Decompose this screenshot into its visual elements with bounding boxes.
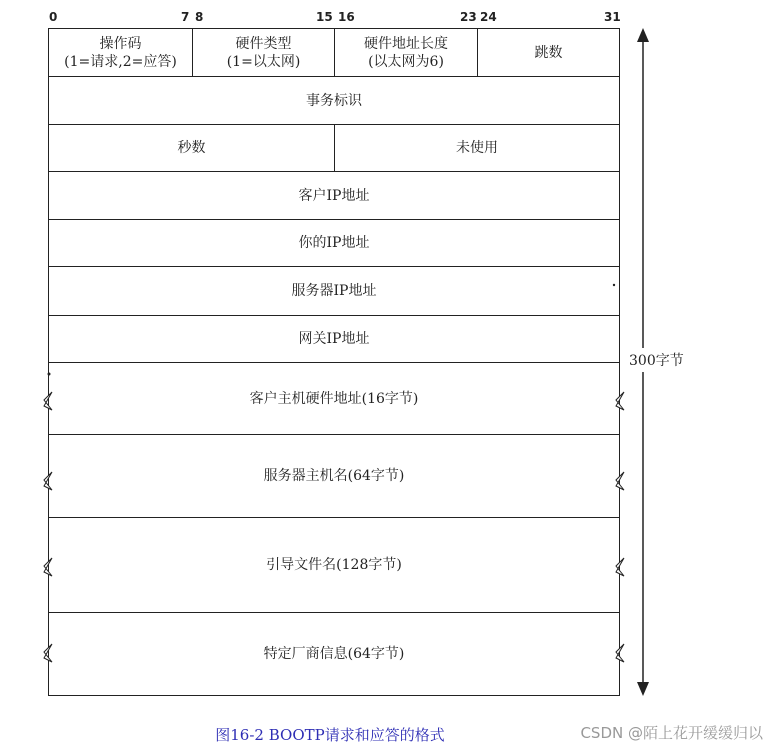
field-hw-type-sub: (1=以太网) <box>226 53 301 70</box>
field-hw-len-sub: (以太网为6) <box>368 53 444 70</box>
row-seconds <box>49 125 619 172</box>
bit-position-header <box>0 0 779 30</box>
field-seconds-label: 秒数 <box>177 140 206 156</box>
row-gateway-ip <box>49 316 619 363</box>
row-server-ip <box>49 267 619 316</box>
field-boot-file-label: 引导文件名(128字节) <box>266 557 402 573</box>
field-boot-file <box>49 518 619 612</box>
field-hops <box>478 29 619 76</box>
field-client-hw-label: 客户主机硬件地址(16字节) <box>249 390 419 407</box>
field-unused-label: 未使用 <box>456 140 498 156</box>
bit-label-0: 0 <box>49 10 58 24</box>
field-your-ip-label: 你的IP地址 <box>298 235 370 251</box>
row-transaction-id <box>49 77 619 125</box>
field-server-ip <box>49 267 619 315</box>
size-arrow-head-bottom <box>637 682 649 696</box>
field-gateway-ip <box>49 316 619 362</box>
bit-label-31: 31 <box>604 10 621 24</box>
field-server-ip-label: 服务器IP地址 <box>291 283 377 299</box>
field-server-name <box>49 435 619 517</box>
field-hw-type <box>193 29 335 76</box>
field-hw-len-label: 硬件地址长度 <box>364 35 448 52</box>
field-transaction-id <box>49 77 619 124</box>
bit-label-8: 8 <box>195 10 204 24</box>
row-boot-file <box>49 518 619 613</box>
row-header-bytes <box>49 29 619 77</box>
bit-label-7: 7 <box>181 10 190 24</box>
total-size-label: 300字节 <box>629 348 684 372</box>
field-gateway-ip-label: 网关IP地址 <box>298 331 370 347</box>
bit-label-15: 15 <box>316 10 333 24</box>
field-hops-label: 跳数 <box>534 44 563 61</box>
size-arrow-head-top <box>637 28 649 42</box>
field-transaction-id-label: 事务标识 <box>306 92 362 109</box>
field-opcode-label: 操作码 <box>99 35 142 52</box>
field-vendor <box>49 613 619 695</box>
field-seconds <box>49 125 335 171</box>
row-vendor <box>49 613 619 695</box>
watermark-text: CSDN @陌上花开缓缓归以 <box>580 724 763 742</box>
row-client-ip <box>49 172 619 220</box>
field-opcode-sub: (1=请求,2=应答) <box>64 53 177 70</box>
field-hw-type-label: 硬件类型 <box>235 35 292 52</box>
field-server-name-label: 服务器主机名(64字节) <box>263 468 405 484</box>
field-your-ip <box>49 220 619 266</box>
row-client-hw <box>49 363 619 435</box>
bootp-packet-diagram <box>48 28 620 696</box>
bit-label-23: 23 <box>460 10 477 24</box>
figure-caption: 图16-2 BOOTP请求和应答的格式 <box>215 726 445 744</box>
row-your-ip <box>49 220 619 267</box>
field-client-ip-label: 客户IP地址 <box>298 187 370 204</box>
field-unused <box>335 125 619 171</box>
row-server-name <box>49 435 619 518</box>
field-vendor-label: 特定厂商信息(64字节) <box>263 646 405 662</box>
field-hw-len <box>335 29 478 76</box>
field-opcode <box>49 29 193 76</box>
field-client-ip <box>49 172 619 219</box>
bit-label-24: 24 <box>480 10 497 24</box>
field-client-hw <box>49 363 619 434</box>
bit-label-16: 16 <box>338 10 355 24</box>
